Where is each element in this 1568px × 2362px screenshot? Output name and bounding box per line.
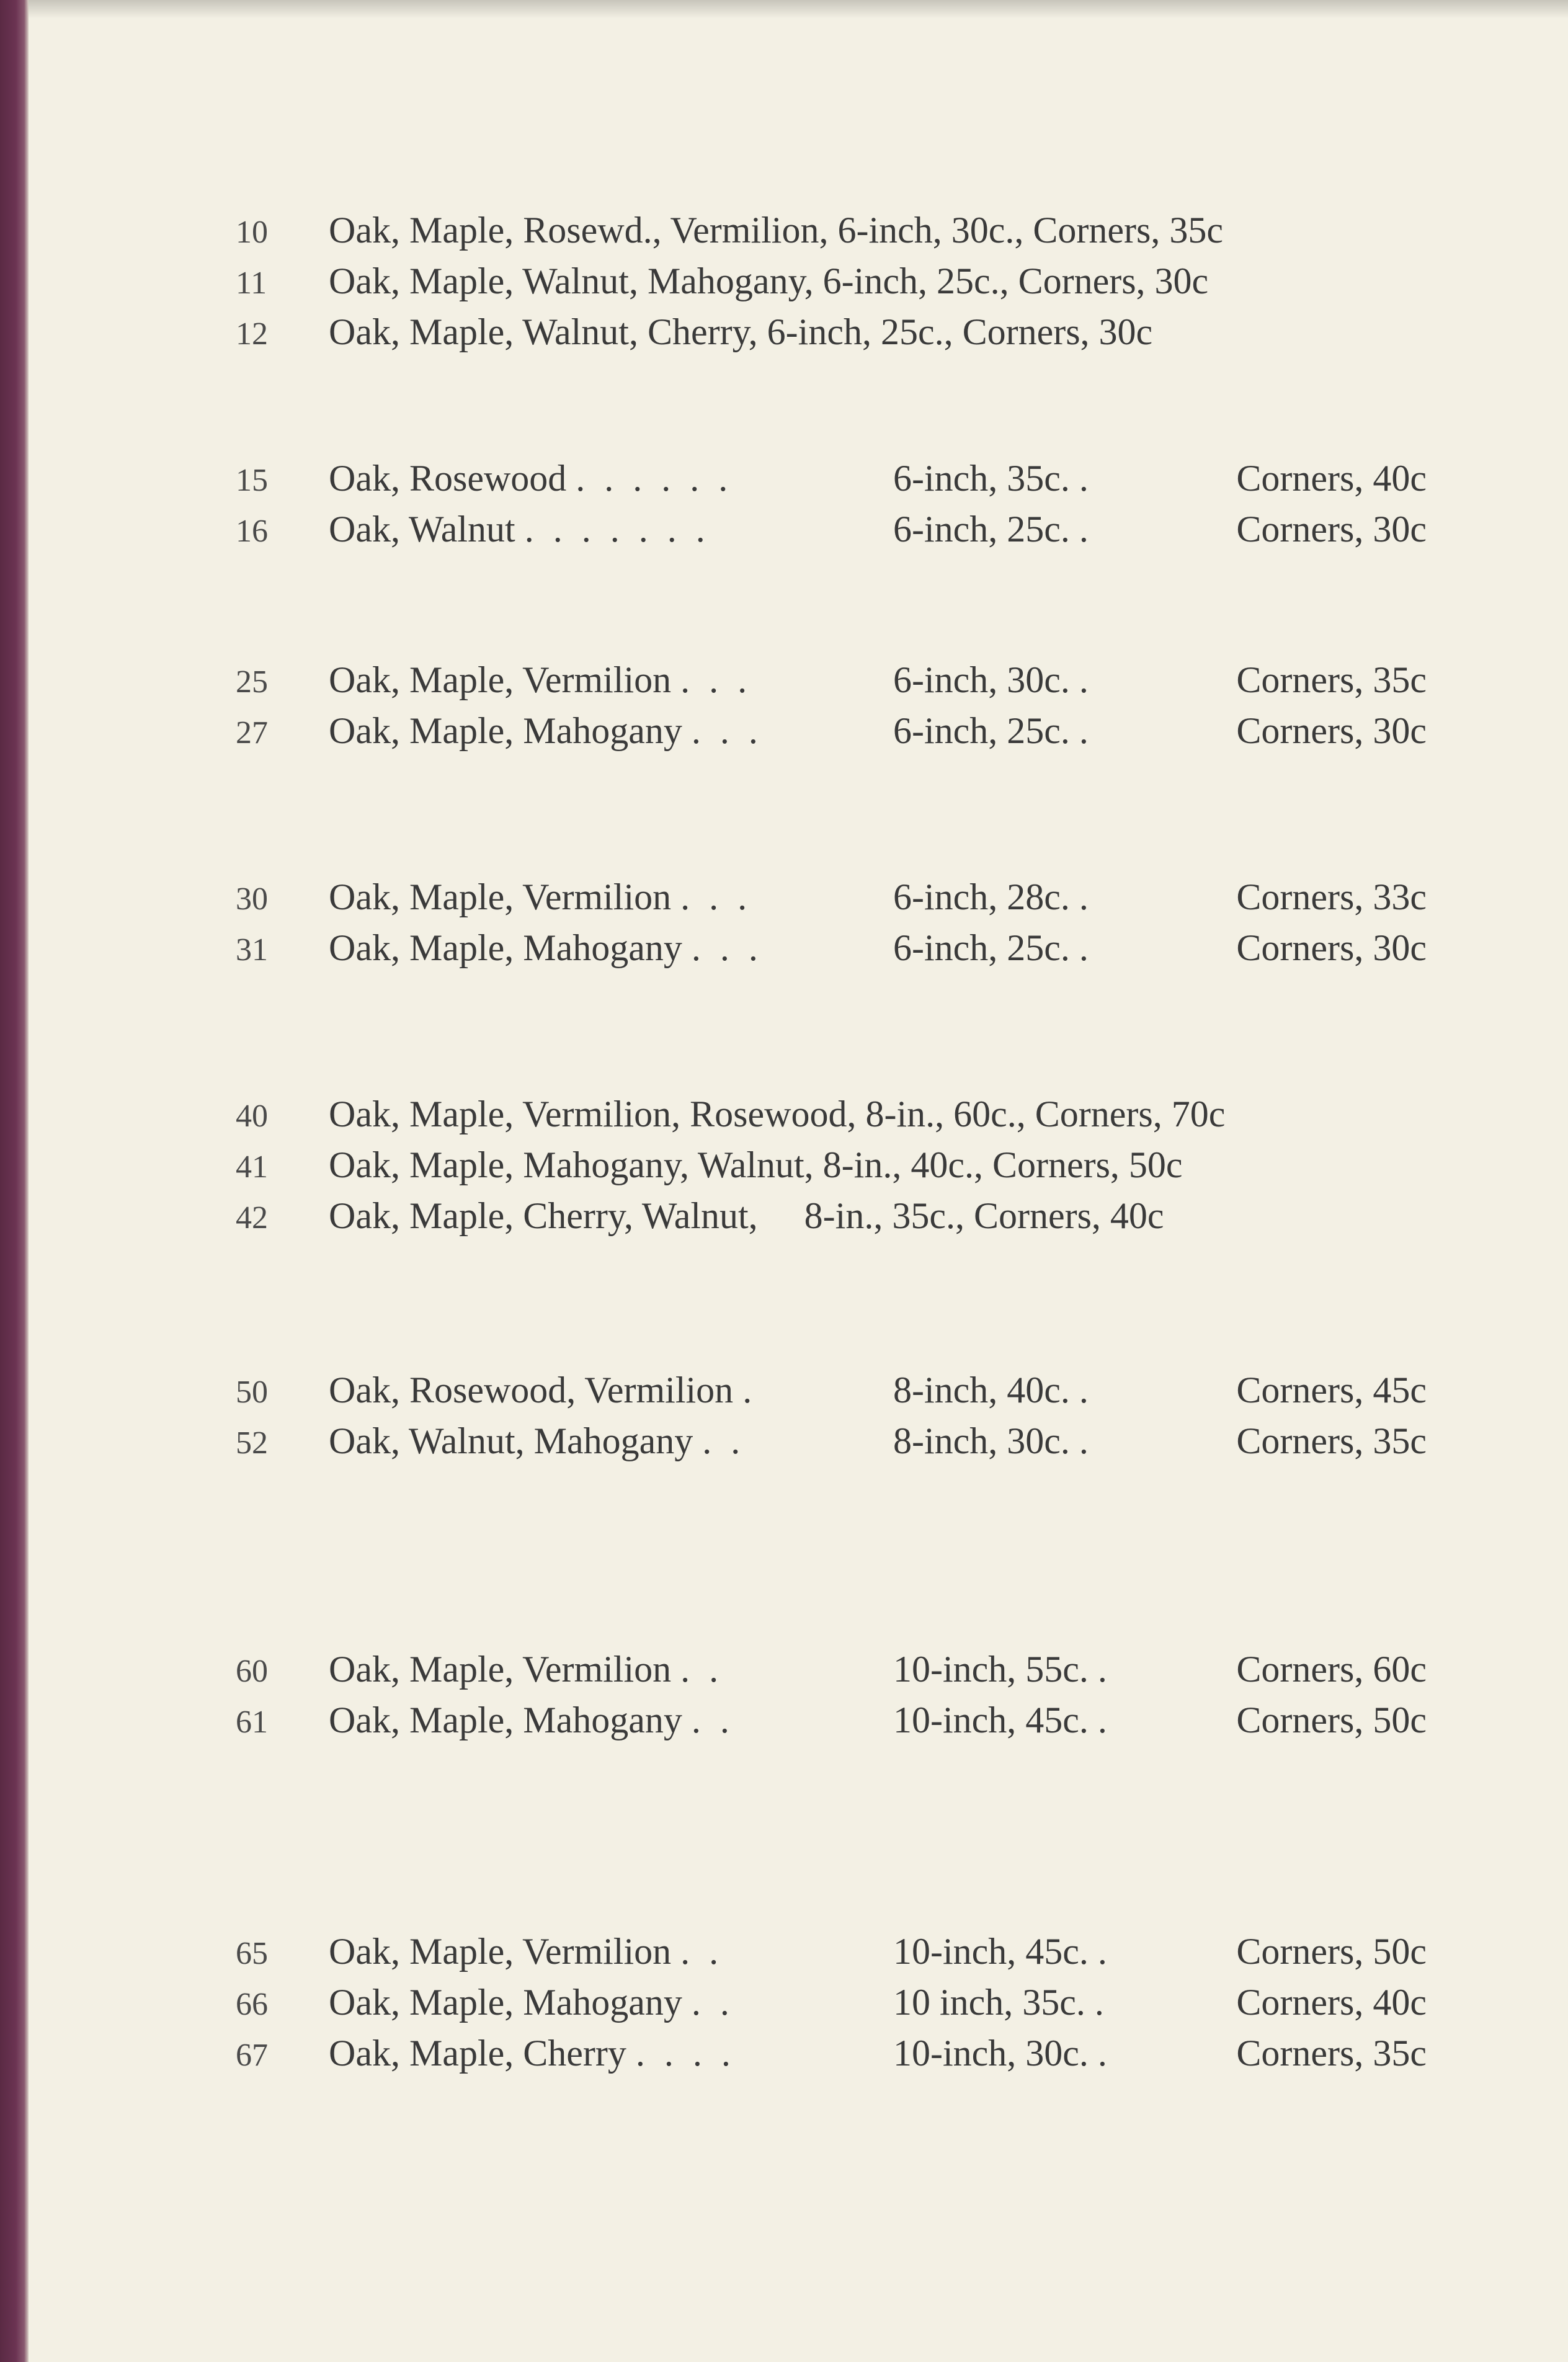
price-row bbox=[236, 705, 1427, 756]
item-size-price: 8-inch, 30c. . bbox=[893, 1420, 1089, 1461]
price-row bbox=[236, 1695, 1427, 1745]
item-woods bbox=[329, 1977, 893, 2028]
price-row bbox=[236, 1415, 1427, 1466]
item-corners-price: Corners, 35c bbox=[1236, 1420, 1427, 1461]
book-spine-edge bbox=[0, 0, 29, 2362]
price-row bbox=[236, 1926, 1427, 1977]
price-row bbox=[236, 205, 1427, 256]
woods-text: Oak, Rosewood bbox=[329, 458, 567, 499]
dot-leader: . . . . . . . bbox=[524, 509, 710, 550]
item-size-price: 6-inch, 25c. . bbox=[893, 927, 1089, 968]
dot-leader: . bbox=[742, 1370, 757, 1411]
item-corners-price: Corners, 40c bbox=[1236, 1982, 1427, 2023]
item-woods bbox=[329, 1644, 893, 1695]
item-woods bbox=[329, 922, 893, 973]
dot-leader: . . . . bbox=[635, 2033, 736, 2074]
price-row bbox=[236, 1977, 1427, 2028]
woods-text: Oak, Maple, Vermilion bbox=[329, 1931, 672, 1972]
item-description: Oak, Maple, Vermilion, Rosewood, 8-in., 60c., Corners, 70c bbox=[329, 1094, 1226, 1134]
item-number: 10 bbox=[236, 215, 268, 250]
item-number: 11 bbox=[236, 265, 267, 301]
item-corners-price: Corners, 40c bbox=[1236, 458, 1427, 499]
dot-leader: . . . . . . bbox=[576, 458, 733, 499]
item-number: 60 bbox=[236, 1654, 268, 1689]
page-top-shadow bbox=[29, 0, 1568, 19]
price-row bbox=[236, 871, 1427, 922]
item-number: 67 bbox=[236, 2038, 268, 2073]
item-number: 42 bbox=[236, 1200, 268, 1236]
item-woods bbox=[329, 504, 893, 555]
price-row bbox=[236, 1089, 1427, 1139]
item-corners-price: Corners, 33c bbox=[1236, 876, 1427, 917]
woods-text: Oak, Maple, Vermilion bbox=[329, 1649, 672, 1690]
woods-text: Oak, Maple, Vermilion bbox=[329, 876, 672, 917]
price-list-page bbox=[236, 186, 1427, 2171]
item-size-price: 10 inch, 35c. . bbox=[893, 1982, 1104, 2023]
item-number: 30 bbox=[236, 881, 268, 917]
item-description: Oak, Maple, Rosewd., Vermilion, 6-inch, 30c., Corners, 35c bbox=[329, 210, 1223, 251]
dot-leader: . . bbox=[680, 1931, 724, 1972]
price-group bbox=[236, 453, 1427, 555]
item-corners-price: Corners, 30c bbox=[1236, 927, 1427, 968]
item-corners-price: Corners, 30c bbox=[1236, 710, 1427, 751]
item-size-price: 6-inch, 28c. . bbox=[893, 876, 1089, 917]
item-size-price: 6-inch, 30c. . bbox=[893, 659, 1089, 700]
item-woods bbox=[329, 1695, 893, 1745]
item-number: 31 bbox=[236, 932, 268, 968]
woods-text: Oak, Maple, Mahogany bbox=[329, 1700, 682, 1740]
dot-leader: . . bbox=[691, 1982, 734, 2023]
item-woods bbox=[329, 1926, 893, 1977]
item-woods bbox=[329, 1415, 893, 1466]
woods-text: Oak, Maple, Mahogany bbox=[329, 1982, 682, 2023]
price-group bbox=[236, 1089, 1427, 1241]
woods-text: Oak, Maple, Cherry bbox=[329, 2033, 626, 2074]
item-description: Oak, Maple, Walnut, Cherry, 6-inch, 25c., Corners, 30c bbox=[329, 311, 1153, 352]
item-number: 25 bbox=[236, 664, 268, 700]
woods-text: Oak, Walnut, Mahogany bbox=[329, 1420, 693, 1461]
woods-text: Oak, Walnut bbox=[329, 509, 515, 550]
item-size-price: 6-inch, 25c. . bbox=[893, 509, 1089, 550]
price-group bbox=[236, 1365, 1427, 1466]
item-corners-price: Corners, 50c bbox=[1236, 1700, 1427, 1740]
price-row bbox=[236, 1365, 1427, 1415]
item-number: 65 bbox=[236, 1936, 268, 1971]
item-number: 27 bbox=[236, 715, 268, 751]
woods-text: Oak, Rosewood, Vermilion bbox=[329, 1370, 734, 1411]
price-group bbox=[236, 871, 1427, 973]
item-woods bbox=[329, 2028, 893, 2079]
dot-leader: . . bbox=[680, 1649, 724, 1690]
price-row bbox=[236, 453, 1427, 504]
item-number: 12 bbox=[236, 316, 268, 352]
woods-text: Oak, Maple, Mahogany bbox=[329, 710, 682, 751]
item-number: 52 bbox=[236, 1425, 268, 1461]
item-size-price: 10-inch, 30c. . bbox=[893, 2033, 1107, 2074]
item-corners-price: Corners, 45c bbox=[1236, 1370, 1427, 1411]
item-number: 50 bbox=[236, 1375, 268, 1410]
price-row bbox=[236, 256, 1427, 306]
price-row bbox=[236, 1190, 1427, 1241]
item-woods bbox=[329, 654, 893, 705]
item-size-price: 6-inch, 25c. . bbox=[893, 710, 1089, 751]
item-corners-price: Corners, 35c bbox=[1236, 659, 1427, 700]
price-row bbox=[236, 504, 1427, 555]
price-group bbox=[236, 1644, 1427, 1745]
item-number: 15 bbox=[236, 463, 268, 498]
dot-leader: . . . bbox=[691, 927, 763, 968]
item-number: 16 bbox=[236, 514, 268, 549]
item-woods bbox=[329, 1365, 893, 1415]
item-description: Oak, Maple, Mahogany, Walnut, 8-in., 40c., Corners, 50c bbox=[329, 1144, 1183, 1185]
item-size-price: 10-inch, 45c. . bbox=[893, 1700, 1107, 1740]
dot-leader: . . . bbox=[691, 710, 763, 751]
price-group bbox=[236, 654, 1427, 756]
item-number: 40 bbox=[236, 1099, 268, 1134]
item-size-price: 6-inch, 35c. . bbox=[893, 458, 1089, 499]
price-row bbox=[236, 306, 1427, 357]
item-corners-price: Corners, 35c bbox=[1236, 2033, 1427, 2074]
price-row bbox=[236, 1139, 1427, 1190]
item-woods bbox=[329, 871, 893, 922]
item-description: Oak, Maple, Walnut, Mahogany, 6-inch, 25c., Corners, 30c bbox=[329, 261, 1209, 301]
woods-text: Oak, Maple, Mahogany bbox=[329, 927, 682, 968]
price-group bbox=[236, 205, 1427, 357]
item-number: 61 bbox=[236, 1705, 268, 1740]
item-woods bbox=[329, 705, 893, 756]
item-size-price: 10-inch, 45c. . bbox=[893, 1931, 1107, 1972]
item-description: Oak, Maple, Cherry, Walnut, 8-in., 35c., Corners, 40c bbox=[329, 1195, 1164, 1236]
item-woods bbox=[329, 453, 893, 504]
price-row bbox=[236, 1644, 1427, 1695]
item-number: 41 bbox=[236, 1149, 268, 1185]
item-size-price: 10-inch, 55c. . bbox=[893, 1649, 1107, 1690]
woods-text: Oak, Maple, Vermilion bbox=[329, 659, 672, 700]
dot-leader: . . . bbox=[680, 876, 752, 917]
price-row bbox=[236, 2028, 1427, 2079]
price-row bbox=[236, 922, 1427, 973]
item-corners-price: Corners, 50c bbox=[1236, 1931, 1427, 1972]
item-corners-price: Corners, 30c bbox=[1236, 509, 1427, 550]
item-size-price: 8-inch, 40c. . bbox=[893, 1370, 1089, 1411]
dot-leader: . . bbox=[702, 1420, 746, 1461]
item-number: 66 bbox=[236, 1987, 268, 2022]
price-group bbox=[236, 1926, 1427, 2079]
price-row bbox=[236, 654, 1427, 705]
item-corners-price: Corners, 60c bbox=[1236, 1649, 1427, 1690]
dot-leader: . . bbox=[691, 1700, 734, 1740]
dot-leader: . . . bbox=[680, 659, 752, 700]
